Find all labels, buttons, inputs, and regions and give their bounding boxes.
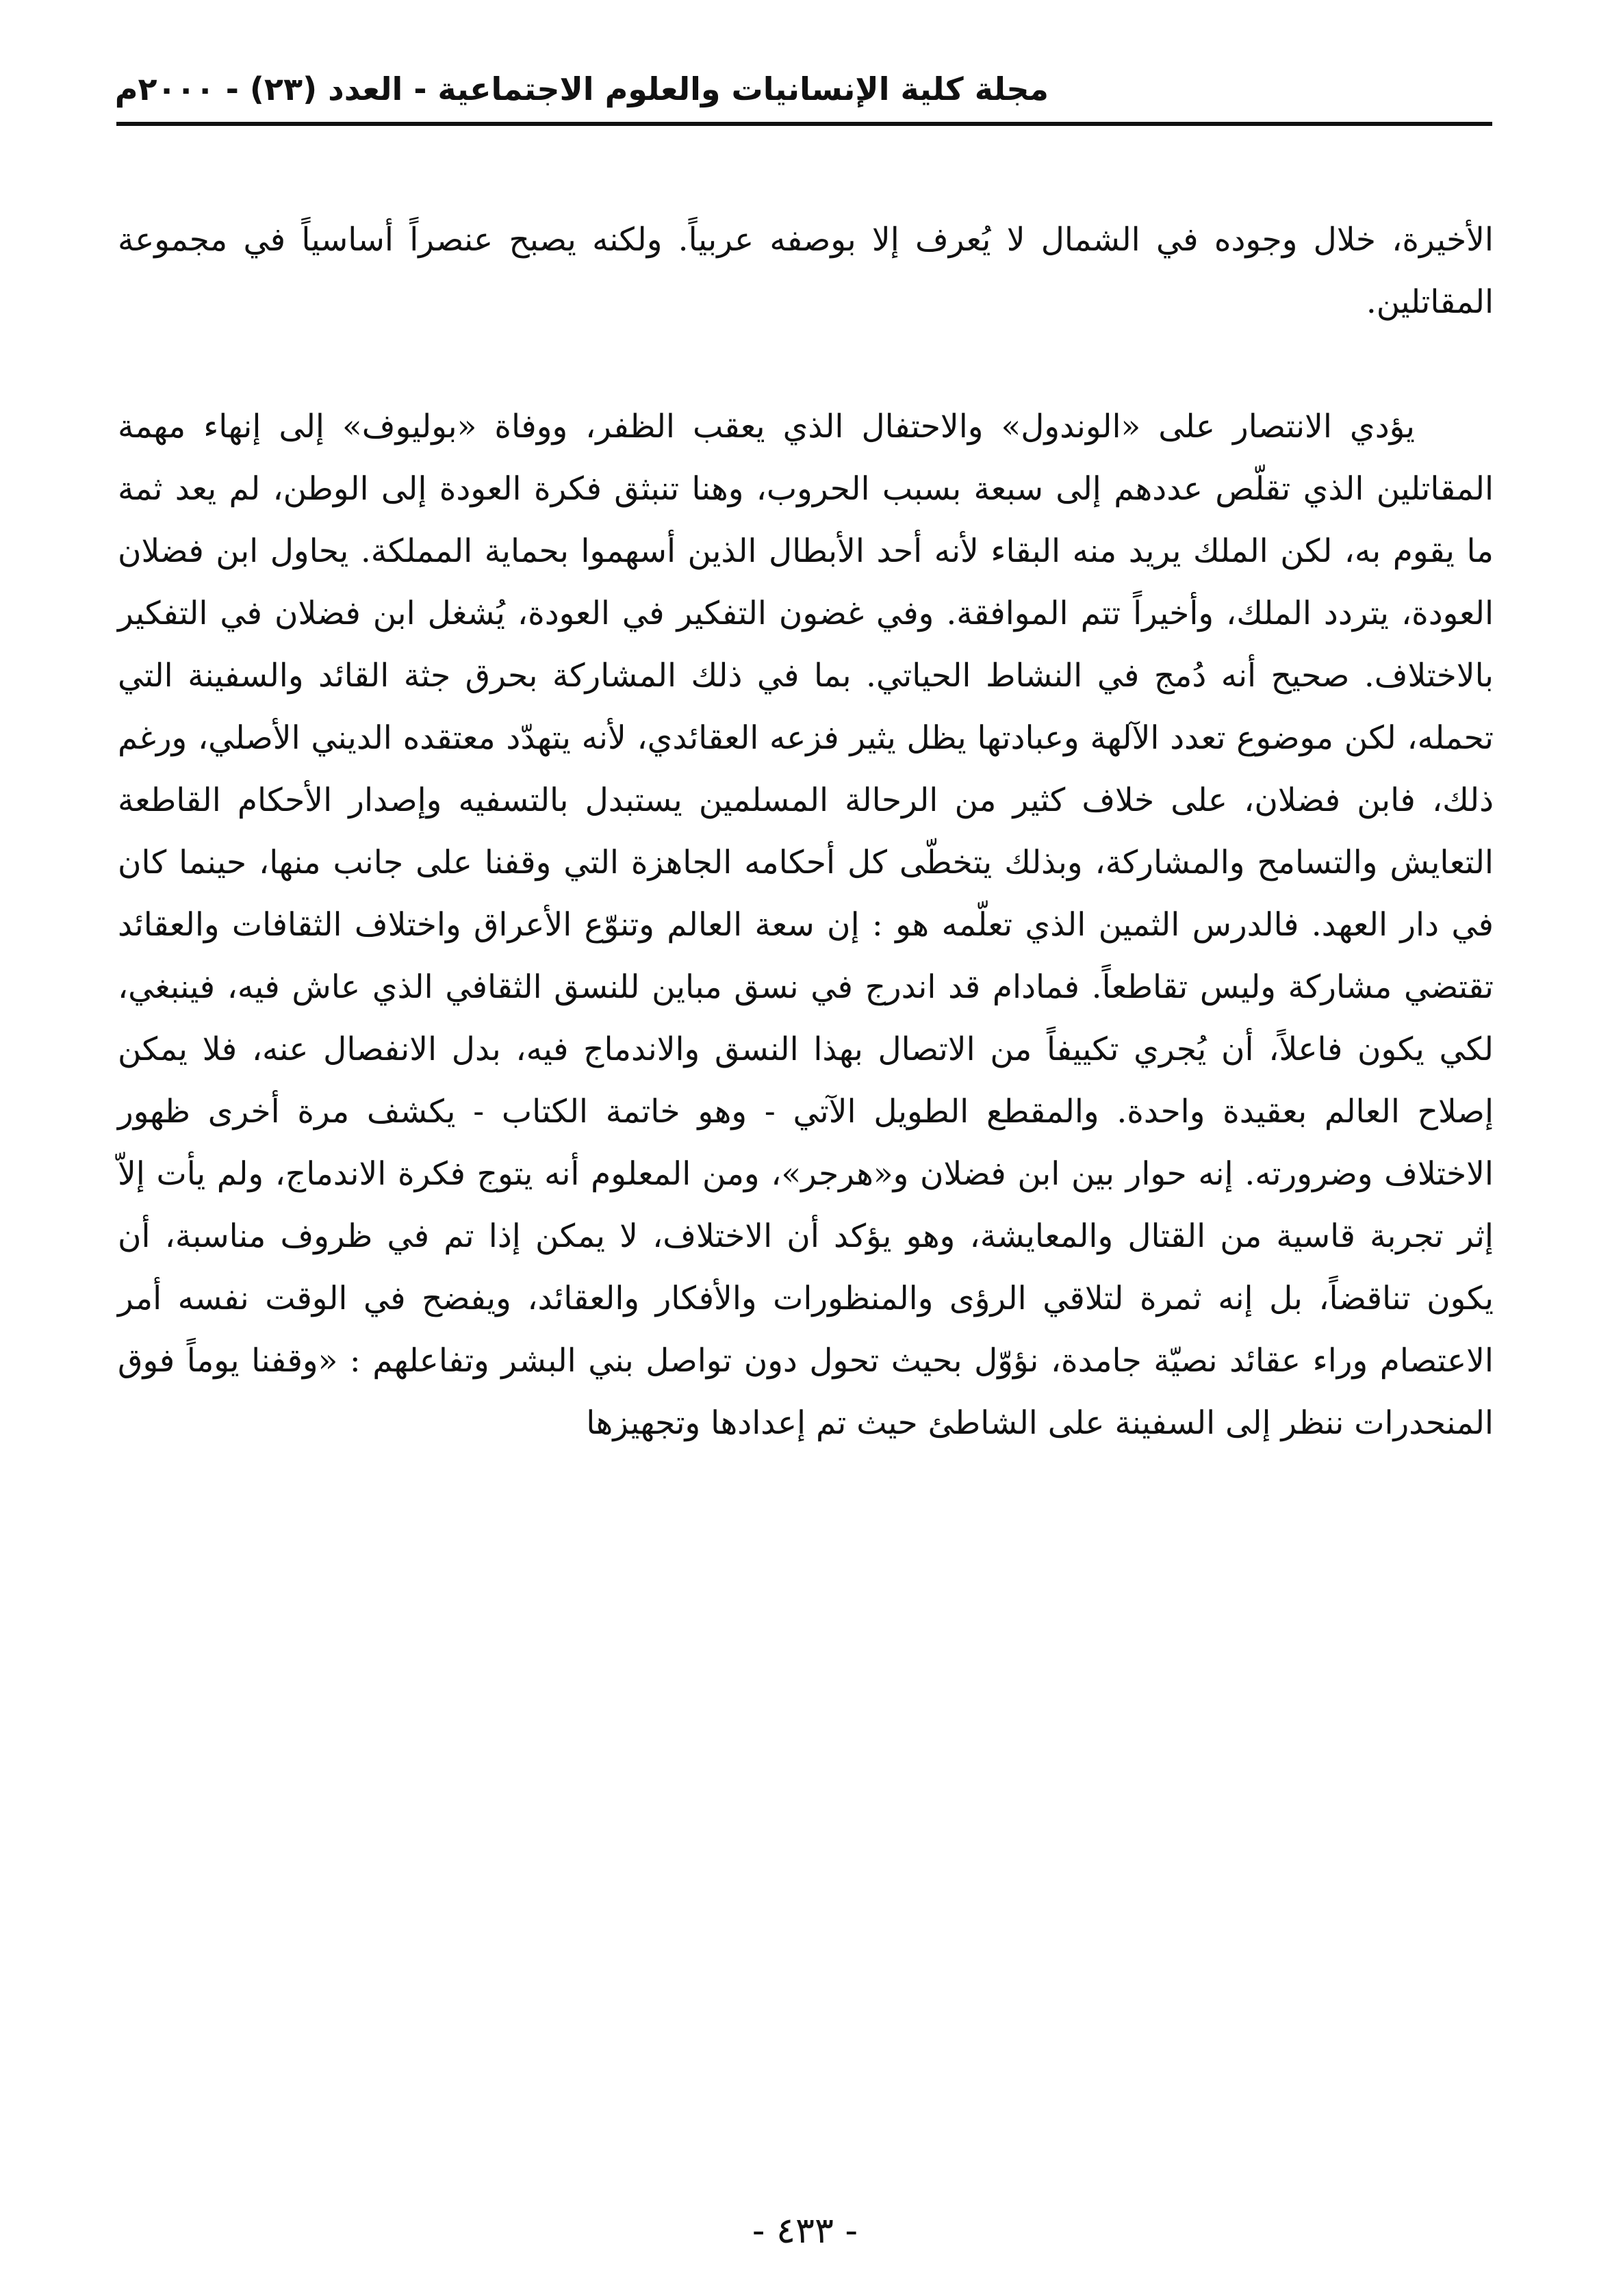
header-divider	[116, 122, 1492, 126]
journal-header-title: مجلة كلية الإنسانيات والعلوم الاجتماعية - العدد (٢٣) - ٢٠٠٠م	[114, 70, 1049, 107]
body-paragraph: الأخيرة، خلال وجوده في الشمال لا يُعرف إلا بوصفه عربياً. ولكنه يصبح عنصراً أساسياً في مجموعة المقاتلين.	[118, 221, 1494, 321]
body-paragraph: يؤدي الانتصار على «الوندول» والاحتفال الذي يعقب الظفر، ووفاة «بوليوف» إلى إنهاء مهمة المقاتلين الذي تقلّص عددهم إلى سبعة بسبب الحروب، وهنا تنبثق فكرة العودة إلى الوطن، لم يعد ثمة ما يقوم به، لكن الملك يريد منه البقاء لأنه أحد الأبطال الذين أسهموا بحماية المملكة. يحاول ابن فضلان العودة، يتردد الملك، وأخيراً تتم الموافقة. وفي غضون التفكير في العودة، يُشغل ابن فضلان في التفكير بالاختلاف. صحيح أنه دُمج في النشاط الحياتي. بما في ذلك المشاركة بحرق جثة القائد والسفينة التي تحمله، لكن موضوع تعدد الآلهة وعبادتها يظل يثير فزعه العقائدي، لأنه يتهدّد معتقده الديني الأصلي، ورغم ذلك، فابن فضلان، على خلاف كثير من الرحالة المسلمين يستبدل بالتسفيه وإصدار الأحكام القاطعة التعايش والتسامح والمشاركة، وبذلك يتخطّى كل أحكامه الجاهزة التي وقفنا على جانب منها، حينما كان في دار العهد. فالدرس الثمين الذي تعلّمه هو : إن سعة العالم وتنوّع الأعراق واختلاف الثقافات والعقائد تقتضي مشاركة وليس تقاطعاً. فمادام قد اندرج في نسق مباين للنسق الثقافي الذي عاش فيه، فينبغي، لكي يكون فاعلاً، أن يُجري تكييفاً من الاتصال بهذا النسق والاندماج فيه، بدل الانفصال عنه، فلا يمكن إصلاح العالم بعقيدة واحدة. والمقطع الطويل الآتي - وهو خاتمة الكتاب - يكشف مرة أخرى ظهور الاختلاف وضرورته. إنه حوار بين ابن فضلان و«هرجر»، ومن المعلوم أنه يتوج فكرة الاندماج، ولم يأت إلاّ إثر تجربة قاسية من القتال والمعايشة، وهو يؤكد أن الاختلاف، لا يمكن إذا تم في ظروف مناسبة، أن يكون تناقضاً، بل إنه ثمرة لتلاقي الرؤى والمنظورات والأفكار والعقائد، ويفضح في الوقت نفسه أمر الاعتصام وراء عقائد نصيّة جامدة، نؤوّل بحيث تحول دون تواصل بني البشر وتفاعلهم : «وقفنا يوماً فوق المنحدرات ننظر إلى السفينة على الشاطئ حيث تم إعدادها وتجهيزها	[118, 408, 1494, 1442]
article-body	[118, 209, 1494, 1454]
page-number: - ٤٣٣ -	[752, 2210, 858, 2252]
